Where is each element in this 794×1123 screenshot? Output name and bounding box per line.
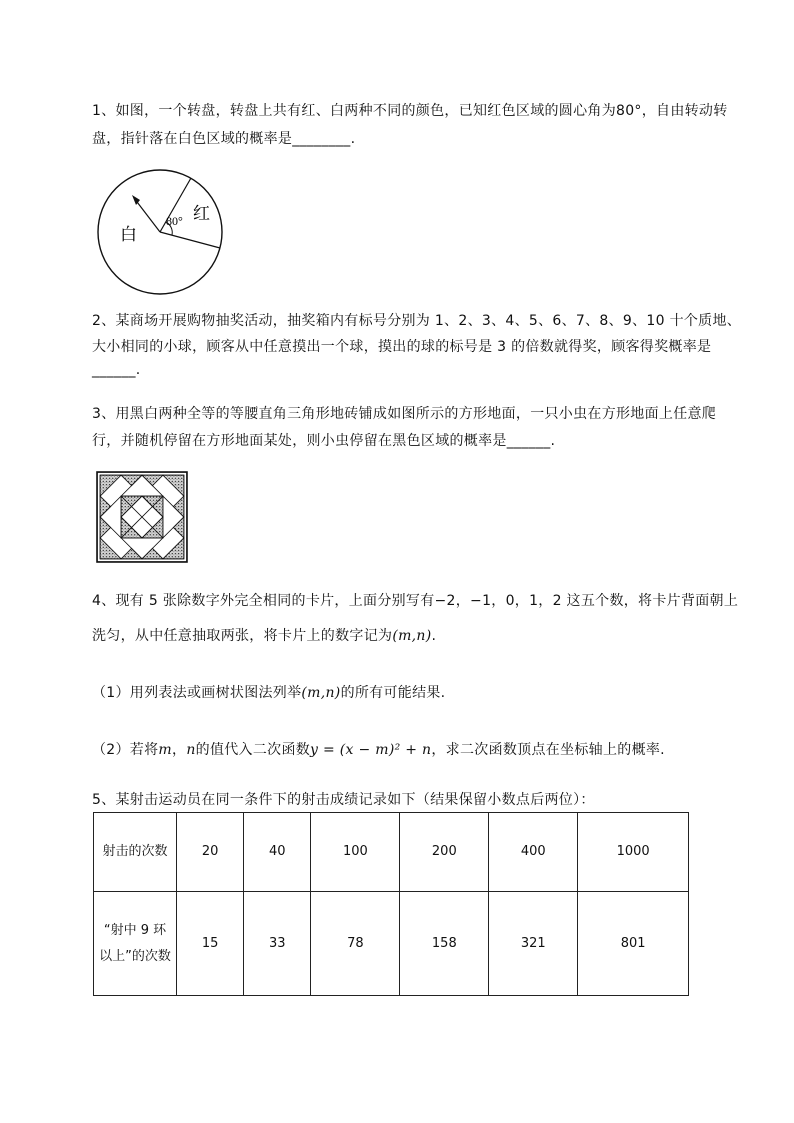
table-row-shots <box>94 813 689 892</box>
q1-line-1: 1、如图，一个转盘，转盘上共有红、白两种不同的颜色，已知红色区域的圆心角为80°，自由转动转 <box>92 103 728 119</box>
q2-line-3: ______. <box>92 362 141 378</box>
q4-line-1: 4、现有 5 张除数字外完全相同的卡片，上面分别写有−2，−1，0，1，2 这五个数，将卡片背面朝上 <box>92 593 739 609</box>
q1-line-2: 盘，指针落在白色区域的概率是________. <box>92 131 356 147</box>
white-region-label: 白 <box>120 225 137 245</box>
q3-line-2: 行，并随机停留在方形地面某处，则小虫停留在黑色区域的概率是______. <box>92 433 556 449</box>
q4-sub-1-math: (m,n) <box>301 685 341 701</box>
q4-sub-1-end: 的所有可能结果. <box>340 685 446 701</box>
row-header-hits: “射中 9 环以上”的次数 <box>94 892 177 996</box>
q4-line-2-math: (m,n) <box>392 628 432 644</box>
tile-floor-figure <box>96 471 188 563</box>
table-cell: 158 <box>400 892 489 996</box>
table-cell: 801 <box>578 892 689 996</box>
q4-line-2-end: . <box>431 628 437 644</box>
q4-line-2 <box>92 625 436 645</box>
q4-sub-2-n: n <box>186 742 196 758</box>
table-cell: 400 <box>489 813 578 892</box>
q4-sub-2-pre: （2）若将 <box>92 742 159 758</box>
q4-sub-1-text: （1）用列表法或画树状图法列举 <box>92 685 302 701</box>
angle-label: 80° <box>166 214 183 228</box>
q5-title: 5、某射击运动员在同一条件下的射击成绩记录如下（结果保留小数点后两位）： <box>92 792 595 808</box>
q4-sub-2-sep: ， <box>172 742 187 758</box>
table-cell: 20 <box>177 813 244 892</box>
table-cell: 78 <box>311 892 400 996</box>
q4-sub-2 <box>92 739 665 759</box>
q4-sub-2-formula: y = (x − m)² + n <box>310 742 432 758</box>
shooting-record-table <box>93 812 689 996</box>
table-cell: 1000 <box>578 813 689 892</box>
table-cell: 200 <box>400 813 489 892</box>
q4-sub-1 <box>92 682 445 702</box>
table-cell: 33 <box>244 892 311 996</box>
spinner-radius-lower <box>160 232 220 248</box>
q2-line-1: 2、某商场开展购物抽奖活动，抽奖箱内有标号分别为 1、2、3、4、5、6、7、8、9、10 十个质地、 <box>92 313 742 329</box>
q4-sub-2-end: ，求二次函数顶点在坐标轴上的概率. <box>431 742 665 758</box>
table-cell: 321 <box>489 892 578 996</box>
q2-line-2: 大小相同的小球，顾客从中任意摸出一个球，摸出的球的标号是 3 的倍数就得奖，顾客得奖概率是 <box>92 339 712 355</box>
table-cell: 15 <box>177 892 244 996</box>
table-row-hits <box>94 892 689 996</box>
spinner-figure <box>92 166 232 296</box>
q3-line-1: 3、用黑白两种全等的等腰直角三角形地砖铺成如图所示的方形地面，一只小虫在方形地面上任意爬 <box>92 406 717 422</box>
q4-sub-2-mid: 的值代入二次函数 <box>195 742 311 758</box>
table-cell: 100 <box>311 813 400 892</box>
pointer-arrow <box>134 198 160 232</box>
red-region-label: 红 <box>193 204 210 224</box>
q4-line-2-text: 洗匀，从中任意抽取两张，将卡片上的数字记为 <box>92 628 393 644</box>
q4-sub-2-m: m <box>158 742 172 758</box>
row-header-shots: 射击的次数 <box>94 813 177 892</box>
table-cell: 40 <box>244 813 311 892</box>
